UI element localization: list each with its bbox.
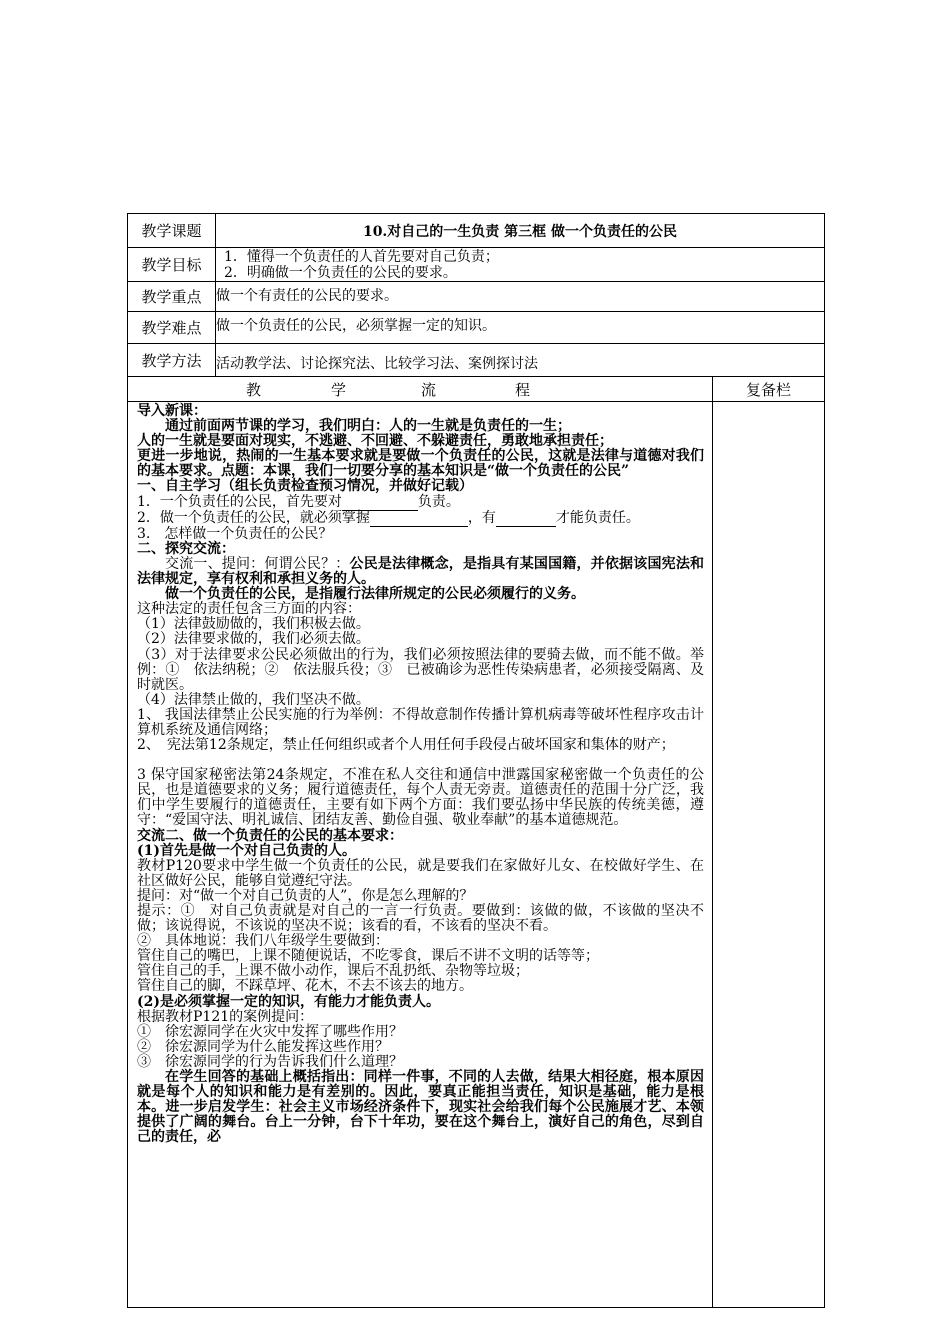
row-flow-body xyxy=(128,402,825,1308)
row-method xyxy=(128,344,825,377)
flow-content xyxy=(137,404,704,1146)
focus-value: 做一个有责任的公民的要求。 xyxy=(216,282,825,312)
label-difficulty: 教学难点 xyxy=(128,312,216,344)
row-difficulty xyxy=(128,312,825,344)
lesson-plan-sheet xyxy=(127,213,824,1308)
label-topic: 教学课题 xyxy=(128,214,216,248)
side-header: 复备栏 xyxy=(713,377,825,402)
paragraph: 3 保守国家秘密法第24条规定，不准在私人交往和通信中泄露国家秘密做一个负责任的公民，也是道德要求的义务；履行道德责任，每个人责无旁责。道德责任的范围十分广泛，我们中学生要履行的道德责任，主要有如下两个方面：我们要弘扬中华民族的传统美德，遵守：“爱国守法、明礼诚信、团结友善、勤俭自强、敬业奉献”的基本道德规范。 xyxy=(137,767,704,829)
paragraph: 2、 宪法第12条规定，禁止任何组织或者个人用任何手段侵占破坏国家和集体的财产； xyxy=(137,737,675,754)
paragraph: （1）法律鼓励做的，我们积极去做。 xyxy=(137,616,370,633)
method-value: 活动教学法、讨论探究法、比较学习法、案例探讨法 xyxy=(216,344,825,377)
paragraph: 管住自己的脚，不踩草坪、花木，不去不该去的地方。 xyxy=(137,978,473,995)
row-focus xyxy=(128,282,825,312)
paragraph: 管住自己的手，上课不做小动作，课后不乱扔纸、杂物等垃圾； xyxy=(137,963,529,980)
question-text: 才能负责任。 xyxy=(555,509,640,526)
question-text: 负责。 xyxy=(417,493,460,510)
question-line xyxy=(137,511,704,527)
section-heading: (2)是必须掌握一定的知识，有能力才能负责人。 xyxy=(137,993,440,1010)
section-heading-text: 一、自主学习（组长负责检查预习情况，并做好记载） xyxy=(137,478,473,495)
label-goals: 教学目标 xyxy=(128,248,216,282)
paragraph: 管住自己的嘴巴，上课不随便说话，不吃零食，课后不讲不文明的话等等； xyxy=(137,948,599,965)
section-heading: 交流二、做一个负责任的公民的基本要求： xyxy=(137,827,403,844)
flow-content-cell xyxy=(128,402,713,1308)
row-topic xyxy=(128,214,825,248)
goal-line: 1．懂得一个负责任的人首先要对自己负责； xyxy=(224,249,499,265)
flow-char: 流 xyxy=(421,380,437,399)
paragraph: 3. 怎样做一个负责任的公民？ xyxy=(137,525,333,542)
paragraph: （4）法律禁止做的，我们坚决不做。 xyxy=(137,691,370,708)
paragraph: ② 徐宏源同学为什么能发挥这些作用？ xyxy=(137,1038,389,1055)
exchange-question: 交流一、提问：何谓公民？： xyxy=(165,555,350,572)
paragraph: 导入新课： xyxy=(137,403,207,419)
answer-blank[interactable] xyxy=(496,511,556,527)
flow-char: 学 xyxy=(331,380,347,399)
question-text: 2．做一个负责任的公民，就必须掌握 xyxy=(137,509,370,526)
paragraph: 教材P120要求中学生做一个负责任的公民，就是要我们在家做好儿女、在校做好学生、在社区做好公民，能够自觉遵纪守法。 xyxy=(137,857,704,889)
paragraph xyxy=(137,557,704,587)
paragraph: 提问：对“做一个对自己负责的人”，你是怎么理解的？ xyxy=(137,887,474,904)
paragraph: ③ 徐宏源同学的行为告诉我们什么道理？ xyxy=(137,1053,403,1070)
question-text: ，有 xyxy=(467,509,496,526)
paragraph: ② 具体地说：我们八年级学生要做到： xyxy=(137,933,389,950)
exchange-answer: 公民是法律概念，是指具有某国国籍，并依据该国宪法和法律规定，享有权利和承担义务的人。 xyxy=(137,555,705,588)
paragraph: 1、 我国法律禁止公民实施的行为举例：不得故意制作传播计算机病毒等破坏性程序攻击计算机系统及通信网络； xyxy=(137,706,704,738)
paragraph: ① 徐宏源同学在火灾中发挥了哪些作用？ xyxy=(137,1023,403,1040)
goals-cell xyxy=(216,248,825,282)
flow-char: 教 xyxy=(246,380,262,399)
paragraph: （2）法律要求做的，我们必须去做。 xyxy=(137,631,370,648)
answer-blank[interactable] xyxy=(342,495,418,511)
section-heading: 二、探究交流： xyxy=(137,540,235,557)
answer-blank[interactable] xyxy=(370,511,468,527)
row-goals xyxy=(128,248,825,282)
label-focus: 教学重点 xyxy=(128,282,216,312)
row-flow-header xyxy=(128,377,825,402)
section-heading: (1)首先是做一个对自己负责的人。 xyxy=(137,842,356,859)
label-method: 教学方法 xyxy=(128,344,216,377)
paragraph: 通过前面两节课的学习，我们明白：人的一生就是负责任的一生； xyxy=(165,418,571,435)
flow-char: 程 xyxy=(515,380,531,399)
side-notes-cell[interactable] xyxy=(713,402,825,1308)
paragraph: 人的一生就是要面对现实，不逃避、不回避、不躲避责任，勇敢地承担责任； xyxy=(137,433,613,450)
paragraph: 根据教材P121的案例提问： xyxy=(137,1008,314,1025)
paragraph: （3）对于法律要求公民必须做出的行为，我们必须按照法律的要骑去做，而不能不做。举例：① 依法纳税；② 依法服兵役；③ 已被确诊为恶性传染病患者，必须接受隔离、及时就医。 xyxy=(137,646,704,693)
paragraph: 这种法定的责任包含三方面的内容： xyxy=(137,601,361,618)
paragraph: 更进一步地说，热闹的一生基本要求就是要做一个负责任的公民，这就是法律与道德对我们的基本要求。点题：本课，我们一切要分享的基本知识是“做一个负责任的公民” xyxy=(137,448,704,480)
section-heading xyxy=(137,479,704,494)
paragraph: 做一个负责任的公民，是指履行法律所规定的公民必须履行的义务。 xyxy=(165,586,585,603)
lesson-plan-table xyxy=(127,213,825,1308)
paragraph: 提示：① 对自己负责就是对自己的一言一行负责。要做到：该做的做，不该做的坚决不做；该说得说，不该说的坚决不说；该看的看，不该看的坚决不看。 xyxy=(137,903,704,935)
question-line xyxy=(137,495,704,511)
paragraph: 在学生回答的基础上概括指出：同样一件事，不同的人去做，结果大相径庭，根本原因就是每个人的知识和能力是有差别的。因此，要真正能担当责任，知识是基础，能力是根本。进一步启发学生：社会主义市场经济条件下，现实社会给我们每个公民施展才艺、本领提供了广阔的舞台。台上一分钟，台下十年功，要在这个舞台上，演好自己的角色，尽到自己的责任，必 xyxy=(137,1069,704,1146)
difficulty-value: 做一个负责任的公民，必须掌握一定的知识。 xyxy=(216,312,825,344)
flow-header xyxy=(128,377,713,402)
lesson-title: 10.对自己的一生负责 第三框 做一个负责任的公民 xyxy=(216,214,825,248)
goal-line: 2．明确做一个负责任的公民的要求。 xyxy=(224,265,457,281)
question-text: 1．一个负责任的公民，首先要对 xyxy=(137,493,342,510)
